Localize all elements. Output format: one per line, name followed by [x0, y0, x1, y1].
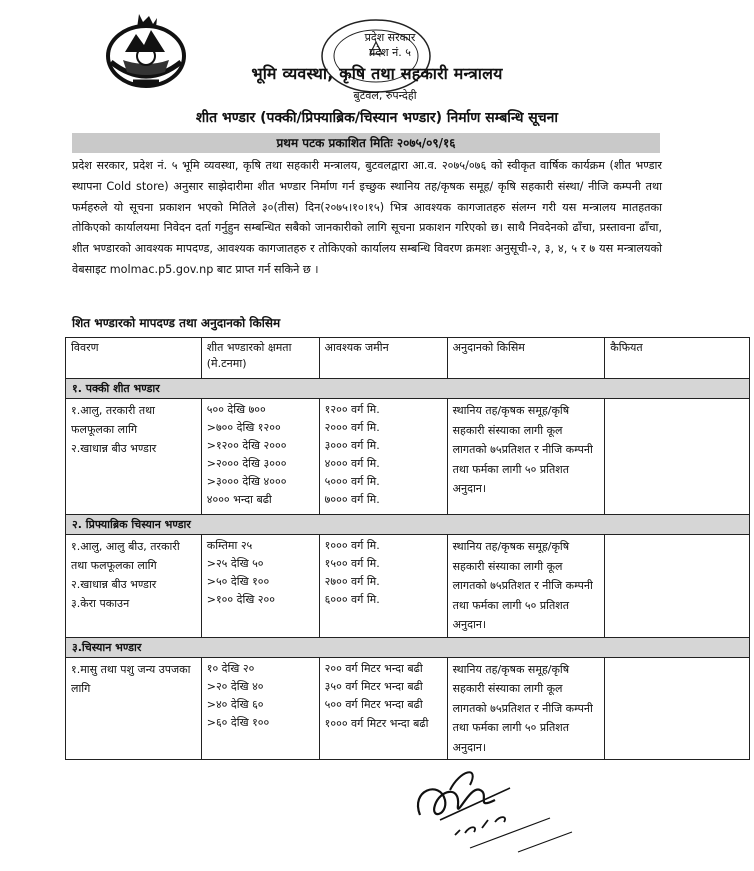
capacity-range: >१२०० देखि २०००: [206, 439, 287, 452]
section-title: ३.चिस्यान भण्डार: [66, 637, 750, 657]
col-header-land: आवश्यक जमीन: [319, 338, 447, 379]
ministry-title: भूमि व्यवस्था, कृषि तथा सहकारी मन्त्रालय: [251, 64, 503, 83]
grant-cell: स्थानिय तह/कृषक समूह/कृषि सहकारी संस्याका लागी कूल लागतको ७५प्रतिशत र नीजि कम्पनी तथा फर्मका लागी ५० प्रतिशत अनुदान।: [447, 657, 605, 760]
land-area: ५००० वर्ग मि.: [324, 475, 380, 488]
detail-item: १.मासु तथा पशु जन्य उपजका लागि: [71, 662, 191, 695]
detail-item: ३.केरा पकाउन: [71, 597, 130, 610]
capacity-range: ४००० भन्दा बढी: [206, 493, 272, 506]
table-title: शित भण्डारको मापदण्ड तथा अनुदानको किसिम: [72, 316, 281, 330]
section-row: [66, 515, 750, 535]
land-area: २७०० वर्ग मि.: [324, 575, 380, 588]
col-header-details: विवरण: [66, 338, 202, 379]
land-area: ५०० वर्ग मिटर भन्दा बढी: [324, 697, 423, 711]
header-province: प्रदेश सरकार: [364, 31, 416, 44]
land-area: ३५० वर्ग मिटर भन्दा बढी: [324, 679, 423, 693]
table-row: [66, 657, 750, 760]
capacity-range: >६० देखि १००: [206, 715, 270, 729]
capacity-range: >२० देखि ४०: [206, 679, 264, 693]
capacity-range: १० देखि २०: [206, 661, 255, 675]
capacity-range: >२५ देखि ५०: [206, 557, 264, 570]
land-cell: [319, 535, 447, 638]
section-row: [66, 637, 750, 657]
notice-subject: शीत भण्डार (पक्की/प्रिफ्याब्रिक/चिस्यान भण्डार) निर्माण सम्बन्धि सूचना: [195, 110, 559, 126]
section-row: [66, 379, 750, 399]
capacity-range: >१०० देखि २००: [206, 593, 275, 606]
grant-cell: स्थानिय तह/कृषक समूह/कृषि सहकारी संस्याका लागी कूल लागतको ७५प्रतिशत र नीजि कम्पनी तथा फर्मका लागी ५० प्रतिशत अनुदान।: [447, 535, 605, 638]
detail-item: २.खाधान्न बीउ भण्डार: [71, 578, 157, 591]
land-area: ४००० वर्ग मि.: [324, 457, 380, 470]
detail-item: १.आलु, आलु बीउ, तरकारी तथा फलफूलका लागि: [71, 540, 180, 572]
detail-item: २.खाधान्न बीउ भण्डार: [71, 442, 157, 455]
capacity-cell: [201, 535, 319, 638]
land-area: ३००० वर्ग मि.: [324, 439, 380, 452]
land-area: २०० वर्ग मिटर भन्दा बढी: [324, 661, 423, 675]
table-row: [66, 535, 750, 638]
capacity-range: >३००० देखि ४०००: [206, 475, 287, 488]
header-city: बुटवल, रुपन्देही: [353, 89, 417, 102]
capacity-cell: [201, 399, 319, 515]
section-title: २. प्रिफ्याब्रिक चिस्यान भण्डार: [66, 515, 750, 535]
signature-icon: [400, 760, 580, 860]
remarks-cell: [605, 657, 750, 760]
land-area: ७००० वर्ग मि.: [324, 493, 380, 506]
header-province-number: प्रदेश नं. ५: [369, 46, 411, 59]
capacity-range: >४० देखि ६०: [206, 697, 264, 711]
capacity-range: >५० देखि १००: [206, 575, 270, 588]
details-cell: [66, 535, 202, 638]
table-row: [66, 399, 750, 515]
land-area: ६००० वर्ग मि.: [324, 593, 380, 606]
details-cell: [66, 399, 202, 515]
remarks-cell: [605, 535, 750, 638]
capacity-range: >७०० देखि १२००: [206, 421, 281, 434]
section-title: १. पक्की शीत भण्डार: [66, 379, 750, 399]
details-cell: [66, 657, 202, 760]
capacity-cell: [201, 657, 319, 760]
land-area: १००० वर्ग मि.: [324, 539, 380, 552]
capacity-range: कम्तिमा २५: [206, 539, 253, 552]
capacity-range: >२००० देखि ३०००: [206, 457, 287, 470]
detail-item: १.आलु, तरकारी तथा फलफूलका लागि: [71, 404, 155, 436]
land-area: २००० वर्ग मि.: [324, 421, 380, 434]
col-header-capacity: शीत भण्डारको क्षमता (मे.टनमा): [201, 338, 319, 379]
capacity-range: ५०० देखि ७००: [206, 403, 266, 416]
land-cell: [319, 657, 447, 760]
grant-cell: स्थानिय तह/कृषक समूह/कृषि सहकारी संस्याका लागी कूल लागतको ७५प्रतिशत र नीजि कम्पनी तथा फर्मका लागी ५० प्रतिशत अनुदान।: [447, 399, 605, 515]
land-area: १००० वर्ग मिटर भन्दा बढी: [324, 716, 429, 730]
land-area: १२०० वर्ग मि.: [324, 403, 380, 416]
notice-body: प्रदेश सरकार, प्रदेश नं. ५ भूमि व्यवस्था, कृषि तथा सहकारी मन्त्रालय, बुटवलद्वारा आ.व. २०७५/०७६ को स्वीकृत वार्षिक कार्यक्रम (शीत भण्डार स्थापना Cold store) अनुसार साझेदारीमा शीत भण्डार निर्माण गर्न इच्छुक स्थानिय तह/कृषक समूह/ कृषि सहकारी संस्था/ नीजि कम्पनी तथा फर्महरुले यो सूचना प्रकाशन भएको मितिले ३०(तीस) दिन(२०७५।१०।१५) भित्र आवश्यक कागजातहरु संलग्न गरी यस मन्त्रालय मातहतका तोकिएको कार्यालयमा निवेदन दर्ता गर्नुहुन सम्बन्धित सबैको जानकारीको लागि सूचना प्रकाशन गरिएको छ। साथै निवदेनको ढाँचा, प्रस्तावना ढाँचा, शीत भण्डारको आवश्यक मापदण्ड, आवश्यक कागजातहरु र तोकिएको कार्यालय सम्बन्धि विवरण क्रमशः अनुसूची-२, ३, ४, ५ र ७ यस मन्त्रालयको वेबसाइट molmac.p5.gov.np बाट प्राप्त गर्न सकिने छ ।: [72, 159, 662, 276]
col-header-grant: अनुदानको किसिम: [447, 338, 605, 379]
land-cell: [319, 399, 447, 515]
remarks-cell: [605, 399, 750, 515]
standards-grant-table: [65, 337, 750, 760]
table-header-row: [66, 338, 750, 379]
col-header-remarks: कैफियत: [605, 338, 750, 379]
land-area: १५०० वर्ग मि.: [324, 557, 380, 570]
publication-date-bar: प्रथम पटक प्रकाशित मितिः २०७५/०९/१६: [72, 133, 660, 153]
